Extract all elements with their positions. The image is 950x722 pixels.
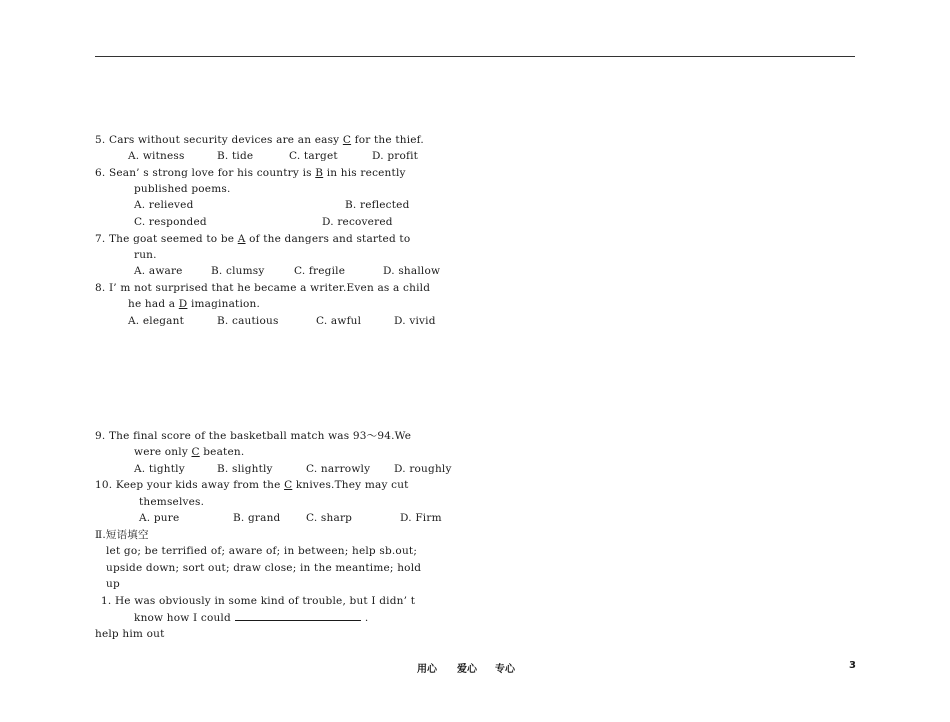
question-8-option-c: C. awful xyxy=(316,315,362,327)
question-8-line-2 xyxy=(128,297,260,311)
page-number: 3 xyxy=(849,660,856,671)
footer-motto-1: 用心 xyxy=(417,664,437,675)
question-8-answer: D xyxy=(178,298,188,310)
question-10-option-d: D. Firm xyxy=(400,512,442,524)
fill-question-1-line-2 xyxy=(134,610,368,625)
phrase-list-line-3: up xyxy=(106,578,120,590)
fill-question-1-stem-2: know how I could xyxy=(134,612,231,624)
question-8-option-b: B. cautious xyxy=(217,315,279,327)
question-6-option-c: C. responded xyxy=(134,216,207,228)
phrase-list-line-1: let go; be terrified of; aware of; in between; help sb.out; xyxy=(106,545,418,557)
fill-question-1-stem: 1. He was obviously in some kind of trouble, but I didn’ t xyxy=(101,595,416,607)
question-9-stem-end: beaten. xyxy=(199,446,245,458)
question-8-stem: 8. I’ m not surprised that he became a writer.Even as a child xyxy=(95,282,431,294)
question-6 xyxy=(95,166,406,180)
question-6-option-b: B. reflected xyxy=(345,199,410,211)
question-8-option-d: D. vivid xyxy=(394,315,436,327)
question-9-option-d: D. roughly xyxy=(394,463,452,475)
question-10-answer: C xyxy=(284,479,293,491)
question-9-option-b: B. slightly xyxy=(217,463,273,475)
question-5-option-b: B. tide xyxy=(217,150,254,162)
question-10-stem: 10. Keep your kids away from the xyxy=(95,479,285,491)
fill-question-1-period: . xyxy=(364,612,369,624)
question-9-line-2 xyxy=(134,445,244,459)
question-7-stem: 7. The goat seemed to be xyxy=(95,233,238,245)
question-10-option-b: B. grand xyxy=(233,512,281,524)
question-10-option-a: A. pure xyxy=(139,512,180,524)
question-9-stem: 9. The final score of the basketball match was 93～94.We xyxy=(95,430,412,442)
question-7-option-d: D. shallow xyxy=(383,265,441,277)
question-8-option-a: A. elegant xyxy=(128,315,185,327)
question-6-stem-end: in his recently xyxy=(323,167,406,179)
question-9-answer: C xyxy=(191,446,200,458)
question-7 xyxy=(95,232,410,246)
question-6-option-d: D. recovered xyxy=(322,216,393,228)
answer-blank xyxy=(235,610,361,621)
question-7-option-b: B. clumsy xyxy=(211,265,265,277)
question-9-option-a: A. tightly xyxy=(134,463,185,475)
question-10-continuation: themselves. xyxy=(139,496,205,508)
question-7-answer: A xyxy=(237,233,246,245)
footer-motto-3: 专心 xyxy=(495,664,515,675)
question-6-continuation: published poems. xyxy=(134,183,231,195)
question-5-option-a: A. witness xyxy=(128,150,185,162)
header-rule xyxy=(95,56,855,57)
footer-motto-2: 爱心 xyxy=(457,664,477,675)
question-5-option-c: C. target xyxy=(289,150,338,162)
question-5-stem: 5. Cars without security devices are an easy xyxy=(95,134,343,146)
fill-question-1-answer: help him out xyxy=(95,628,165,640)
question-7-option-c: C. fregile xyxy=(294,265,346,277)
question-6-answer: B xyxy=(315,167,324,179)
phrase-list-line-2: upside down; sort out; draw close; in the meantime; hold xyxy=(106,562,422,574)
section-2-title: Ⅱ.短语填空 xyxy=(95,529,149,541)
question-6-option-a: A. relieved xyxy=(134,199,194,211)
question-5-answer: C xyxy=(342,134,352,146)
question-5-option-d: D. profit xyxy=(372,150,419,162)
question-9-stem-2: were only xyxy=(134,446,192,458)
question-8-stem-2: he had a xyxy=(128,298,179,310)
question-6-stem: 6. Sean’ s strong love for his country is xyxy=(95,167,316,179)
question-5 xyxy=(95,133,424,147)
question-10-option-c: C. sharp xyxy=(306,512,353,524)
question-7-continuation: run. xyxy=(134,249,157,261)
question-9-option-c: C. narrowly xyxy=(306,463,371,475)
question-10 xyxy=(95,478,409,492)
question-5-stem-end: for the thief. xyxy=(351,134,424,146)
question-7-stem-end: of the dangers and started to xyxy=(245,233,411,245)
question-10-stem-end: knives.They may cut xyxy=(292,479,409,491)
question-8-stem-end: imagination. xyxy=(187,298,261,310)
question-7-option-a: A. aware xyxy=(134,265,183,277)
